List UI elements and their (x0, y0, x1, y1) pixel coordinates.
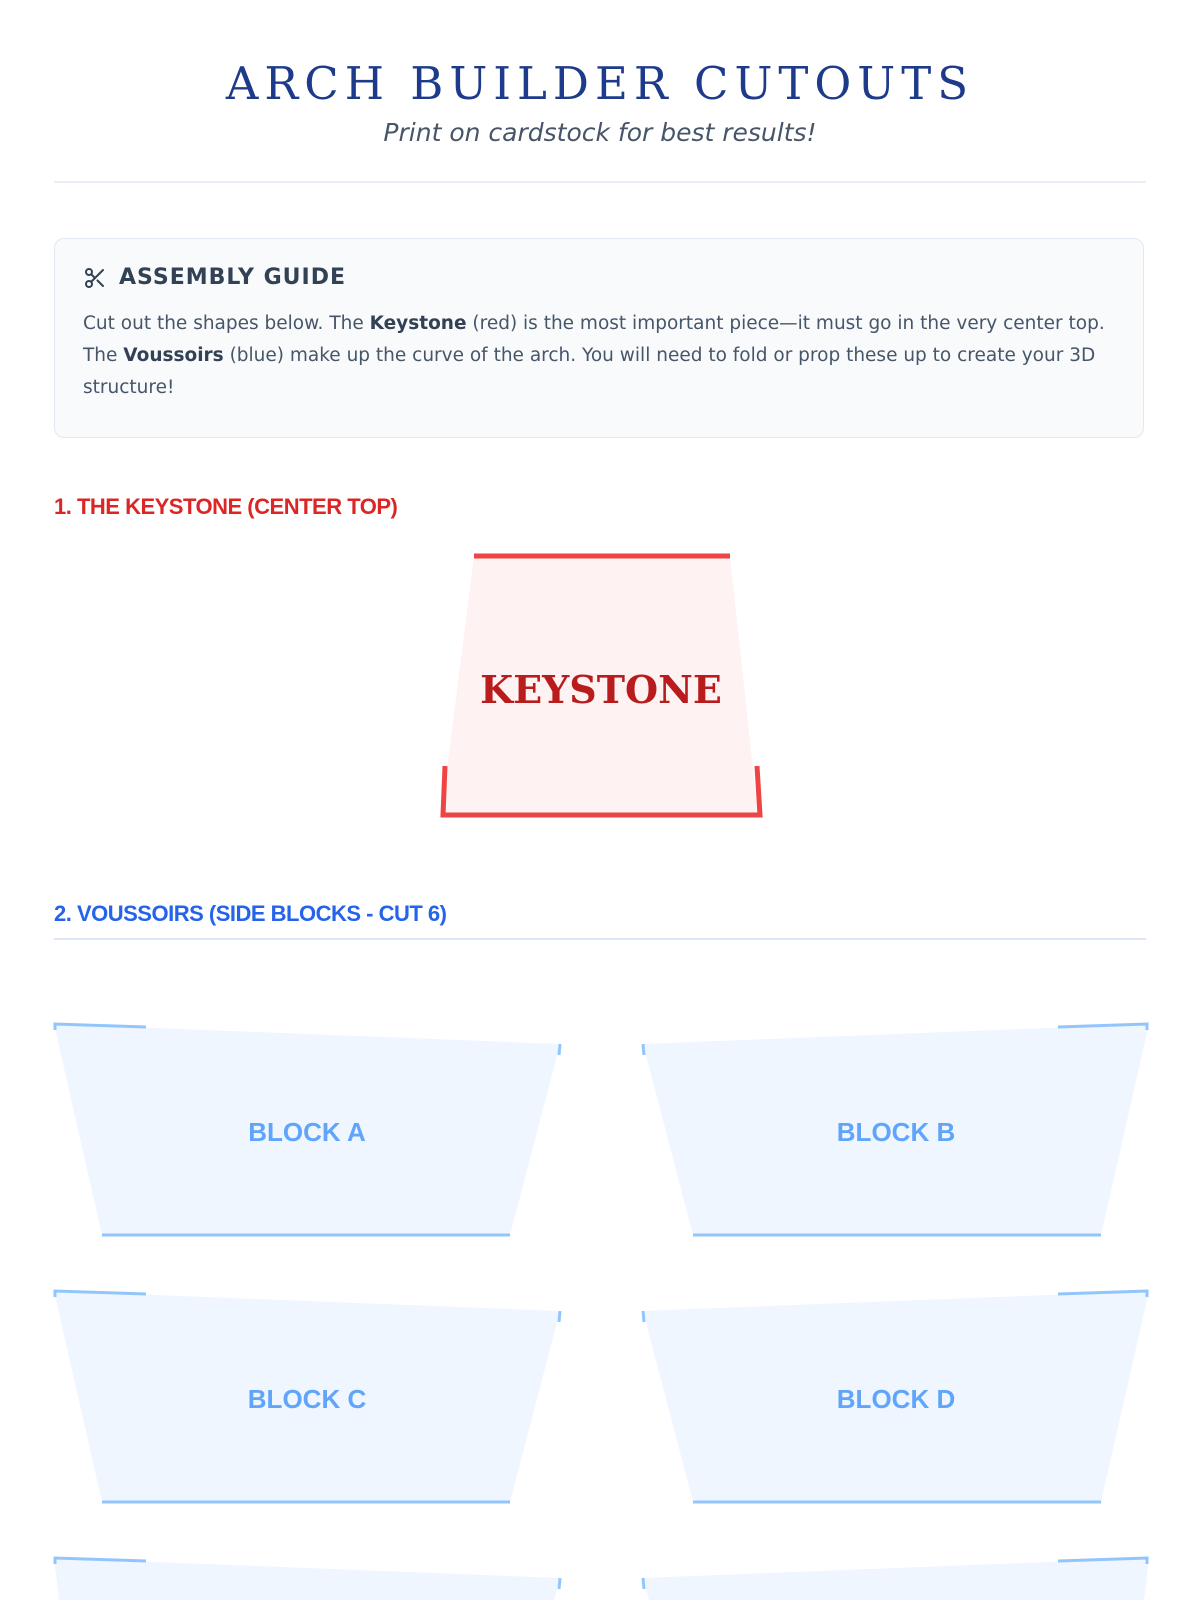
keystone-cutout[interactable] (441, 556, 760, 816)
voussoir-left-edge-tick (643, 1044, 644, 1055)
worksheet-page (54, 0, 1146, 1414)
voussoir-block-partial-left[interactable] (54, 1558, 560, 1600)
voussoir-right-edge-tick (559, 1044, 560, 1055)
guide-text-part: Cut out the shapes below. The (83, 313, 370, 334)
voussoirs-section-heading: 2. VOUSSOIRS (SIDE BLOCKS - CUT 6) (54, 901, 447, 926)
voussoir-label: BLOCK C (247, 1384, 367, 1414)
voussoir-shape (54, 1558, 560, 1600)
voussoir-block-d[interactable] (643, 1291, 1149, 1502)
page-subtitle: Print on cardstock for best results! (383, 118, 817, 147)
guide-text-part: (red) is the most important piece—it must go in the very center top. The (83, 313, 1105, 366)
voussoir-right-edge-tick (559, 1578, 560, 1589)
voussoir-block-partial-right[interactable] (643, 1558, 1149, 1600)
assembly-guide-title: ASSEMBLY GUIDE (119, 265, 346, 290)
voussoir-label: BLOCK A (248, 1117, 366, 1147)
voussoir-right-edge-tick (559, 1311, 560, 1322)
voussoir-left-edge-tick (643, 1311, 644, 1322)
voussoir-label: BLOCK D (836, 1384, 956, 1414)
voussoir-label: BLOCK B (836, 1117, 956, 1147)
guide-voussoirs-term: Voussoirs (123, 345, 224, 366)
keystone-label: KEYSTONE (480, 667, 722, 712)
voussoir-left-edge-tick (643, 1578, 644, 1589)
keystone-section-heading: 1. THE KEYSTONE (CENTER TOP) (54, 494, 398, 519)
guide-keystone-term: Keystone (369, 313, 467, 334)
voussoir-block-b[interactable] (643, 1024, 1149, 1235)
guide-text-part: (blue) make up the curve of the arch. You will need to fold or prop these up to create your 3D structure! (83, 345, 1096, 398)
voussoir-shape (643, 1558, 1149, 1600)
voussoir-block-a[interactable] (54, 1024, 560, 1235)
voussoir-block-c[interactable] (54, 1291, 560, 1502)
cutout-shapes (54, 0, 1146, 1600)
page-title: ARCH BUILDER CUTOUTS (225, 57, 975, 110)
